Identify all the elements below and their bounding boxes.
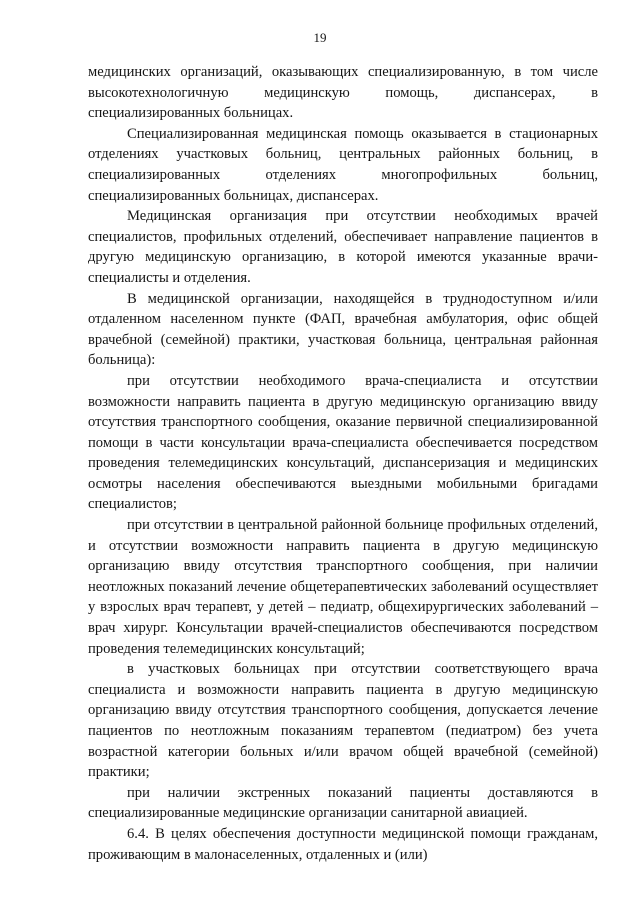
paragraph-specialized-care: Специализированная медицинская помощь оказывается в стационарных отделениях участковых больниц, центральных районных больниц, в специализированных отделениях многопрофильных больниц, специализированных больницах, диспансерах. [88, 125, 598, 204]
paragraph-telemedicine: при отсутствии необходимого врача-специалиста и отсутствии возможности направить пациента в другую медицинскую организацию ввиду отсутствия транспортного сообщения, оказание первичной специализированной помощи в части консультации врача-специалиста обеспечивается посредством проведения телемедицинских консультаций, диспансеризация и медицинских осмотры населения обеспечиваются выездными мобильными бригадами специалистов; [88, 372, 598, 513]
paragraph-district-hospitals: в участковых больницах при отсутствии соответствующего врача специалиста и возможности направить пациента в другую медицинскую организацию ввиду отсутствия транспортного сообщения, допускается лечение пациентов по неотложным показаниям терапевтом (педиатром) без учета возрастной категории больных и/или врачом общей врачебной (семейной) практики; [88, 661, 598, 781]
paragraph-air-ambulance: при наличии экстренных показаний пациенты доставляются в специализированные медицинские организации санитарной авиацией. [88, 784, 598, 822]
paragraph-referral: Медицинская организация при отсутствии необходимых врачей специалистов, профильных отделений, обеспечивает направление пациентов в другую медицинскую организацию, в которой имеются указанные врачи-специалисты и отделения. [88, 208, 598, 286]
paragraph-remote-organization: В медицинской организации, находящейся в труднодоступном и/или отдаленном населенном пункте (ФАП, врачебная амбулатория, офис общей врачебной (семейной) практики, участковая больница, центральная районная больница): [88, 290, 598, 369]
paragraph-continuation: медицинских организаций, оказывающих специализированную, в том числе высокотехнологичную медицинскую помощь, диспансерах, в специализированных больницах. [88, 64, 598, 122]
paragraph-section-6-4: 6.4. В целях обеспечения доступности медицинской помощи гражданам, проживающим в малонаселенных, отдаленных и (или) [88, 825, 598, 863]
document-body [88, 62, 598, 865]
page-number: 19 [313, 30, 327, 45]
paragraph-central-hospital: при отсутствии в центральной районной больнице профильных отделений, и отсутствии возможности направить пациента в другую медицинскую организацию ввиду отсутствия транспортного сообщения, при наличии неотложных показаний лечение общетерапевтических заболеваний осуществляет у взрослых врач терапевт, у детей – педиатр, общехирургических заболеваний – врач хирург. Консультации врачей-специалистов обеспечиваются посредством проведения телемедицинских консультаций; [88, 517, 598, 657]
